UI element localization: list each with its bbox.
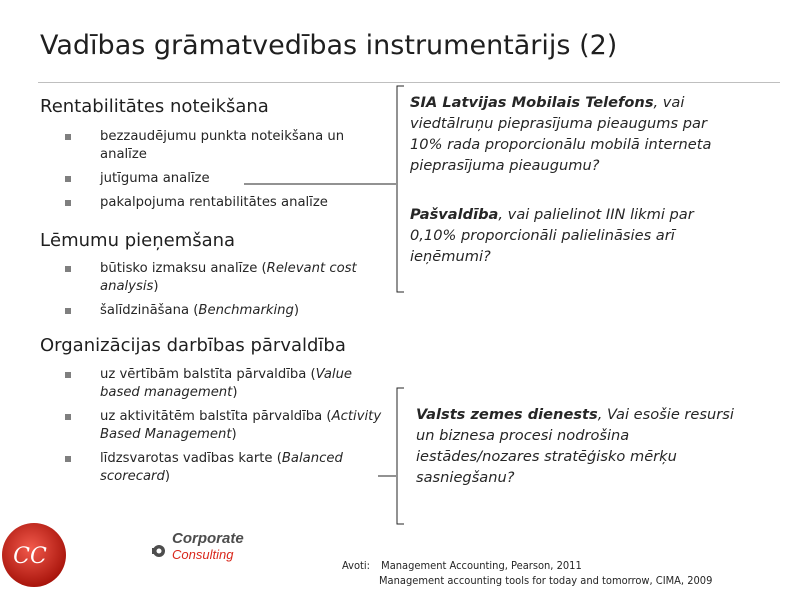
corporate-consulting-logo: [150, 526, 250, 566]
list-item: uz aktivitātēm balstīta pārvaldība (Activity Based Management): [62, 408, 392, 444]
source-line: Management Accounting, Pearson, 2011: [381, 559, 582, 572]
list-item: pakalpojuma rentabilitātes analīze: [62, 194, 392, 212]
list-item: šalīdzināšana (Benchmarking): [62, 302, 392, 320]
sources-block: [342, 558, 582, 573]
callout-municipality: Pašvaldība, vai palielinot IIN likmi par 0,10% proporcionāli palielināsies arī ieņēmumi?: [410, 206, 694, 265]
list-item: būtisko izmaksu analīze (Relevant cost analysis): [62, 260, 392, 296]
list-item: jutīguma analīze: [62, 170, 392, 188]
page-title: Vadības grāmatvedības instrumentārijs (2): [40, 30, 618, 61]
list-item: bezzaudējumu punkta noteikšana un analīze: [62, 128, 392, 164]
sources-label: Avoti:: [342, 559, 370, 572]
section-heading-decisions: Lēmumu pieņemšana: [40, 230, 236, 251]
svg-text:Corporate: Corporate: [172, 530, 244, 547]
list-item: līdzsvarotas vadības karte (Balanced scorecard): [62, 450, 392, 486]
svg-text:Consulting: Consulting: [172, 547, 234, 562]
section-heading-management: Organizācijas darbības pārvaldība: [40, 335, 346, 356]
list-item: uz vērtībām balstīta pārvaldība (Value based management): [62, 366, 392, 402]
corporate-consulting-badge-logo: [0, 505, 72, 595]
callout-vzd: Valsts zemes dienests, Vai esošie resursi un biznesa procesi nodrošina iestādes/nozares stratēģisko mērķu sasniegšanu?: [416, 406, 734, 486]
source-line: Management accounting tools for today and tomorrow, CIMA, 2009: [379, 574, 713, 587]
callout-lmt: SIA Latvijas Mobilais Telefons, vai viedtālruņu pieprasījuma pieaugums par 10% rada proporcionālu mobilā interneta pieprasījuma pieaugumu?: [410, 94, 712, 174]
section-heading-profitability: Rentabilitātes noteikšana: [40, 96, 269, 117]
bracket: [397, 86, 404, 292]
svg-text:CC: CC: [13, 544, 47, 569]
bracket: [397, 388, 404, 524]
